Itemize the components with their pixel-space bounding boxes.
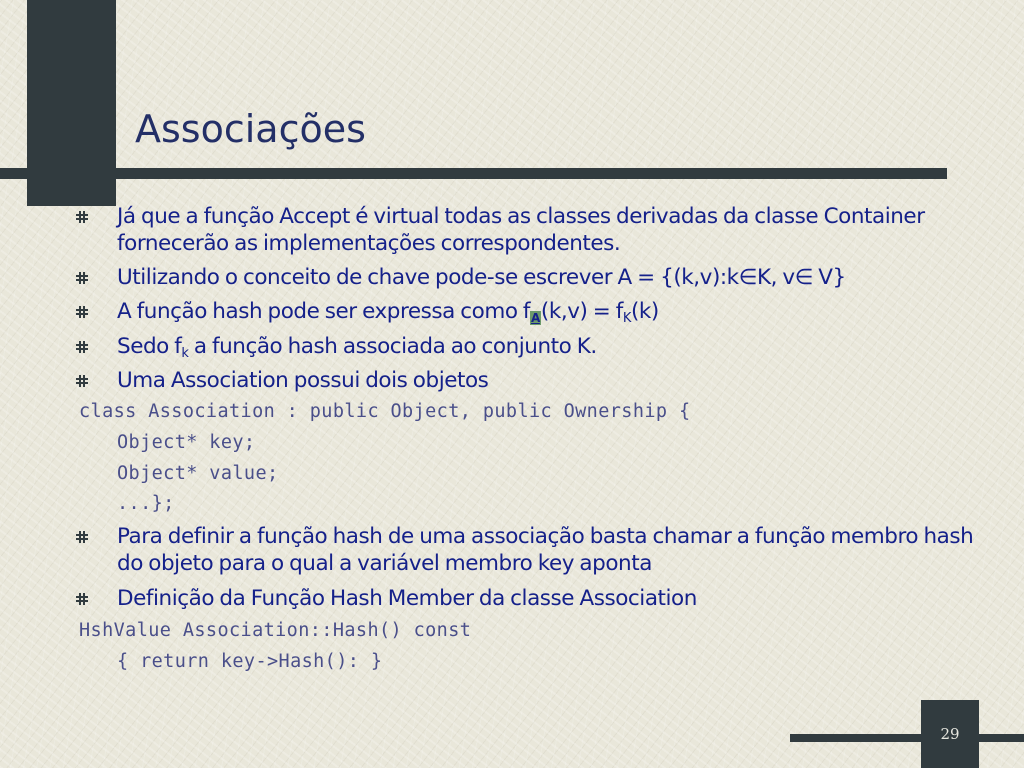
code-line: Object* key;	[117, 432, 256, 453]
bullet-text: Definição da Função Hash Member da classe Association	[117, 586, 697, 611]
subscript: K	[622, 311, 631, 326]
cross-square-bullet-icon	[76, 593, 88, 605]
bullet-text: (k,v) = f	[540, 299, 623, 324]
code-line: Object* value;	[117, 463, 279, 484]
bullet-item	[117, 523, 997, 577]
bullet-text: a função hash associada ao conjunto K.	[188, 334, 597, 359]
bullet-text: Para definir a função hash de uma associação basta chamar a função membro hash do objeto para o qual a variável membro key aponta	[117, 524, 974, 576]
bullet-text: A função hash pode ser expressa como f	[117, 299, 531, 324]
bullet-item	[117, 298, 997, 325]
cross-square-bullet-icon	[76, 211, 88, 223]
cross-square-bullet-icon	[76, 531, 88, 543]
cross-square-bullet-icon	[76, 306, 88, 318]
bullet-item	[117, 585, 997, 612]
page-number: 29	[921, 700, 979, 768]
subscript: A	[531, 311, 540, 325]
bullet-text: Já que a função Accept é virtual todas as classes derivadas da classe Container fornecerão as implementações correspondentes.	[117, 204, 925, 256]
bullet-item	[117, 264, 997, 291]
bullet-text: Uma Association possui dois objetos	[117, 368, 489, 393]
cross-square-bullet-icon	[76, 272, 88, 284]
bullet-item	[117, 367, 997, 394]
bullet-text: Sedo f	[117, 334, 182, 359]
subscript: k	[181, 346, 189, 361]
slide-title: Associações	[135, 107, 366, 151]
cross-square-bullet-icon	[76, 375, 88, 387]
code-line: HshValue Association::Hash() const	[79, 620, 472, 641]
bullet-item	[117, 333, 997, 360]
code-line: ...};	[117, 493, 175, 514]
code-line: class Association : public Object, public Ownership {	[79, 401, 691, 422]
bullet-text: Utilizando o conceito de chave pode-se escrever A = {(k,v):k∈K, v∈ V}	[117, 265, 846, 290]
code-line: { return key->Hash(): }	[117, 651, 383, 672]
cross-square-bullet-icon	[76, 341, 88, 353]
bullet-text: (k)	[630, 299, 659, 324]
bullet-item	[117, 203, 997, 257]
